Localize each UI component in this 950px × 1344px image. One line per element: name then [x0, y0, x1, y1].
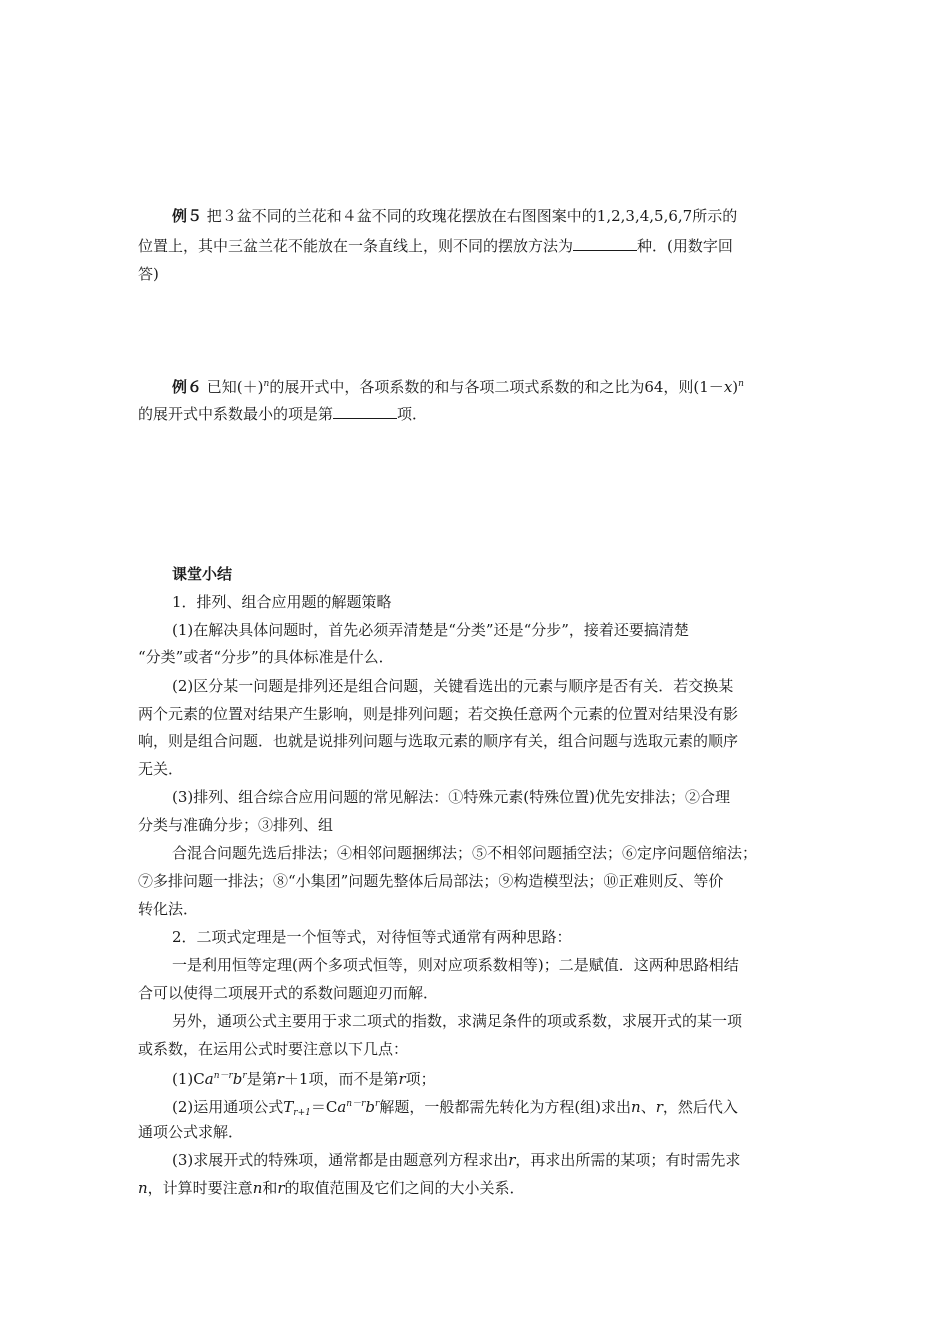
rule-3-prefix: (3)求展开式的特殊项，通常都是由题意列方程求出: [172, 1151, 509, 1169]
example-5-text-2a: 位置上，其中三盆兰花不能放在一条直线上，则不同的摆放方法为: [138, 237, 574, 255]
summary-q1-b: 合可以使得二项展开式的系数问题迎刃而解．: [138, 984, 439, 1002]
example-5-text-1: 把３盆不同的兰花和４盆不同的玫瑰花摆放在右图图案中的1,2,3,4,5,6,7所示的: [206, 207, 738, 225]
summary-p2-b: 两个元素的位置对结果产生影响，则是排列问题；若交换任意两个元素的位置对结果没有影: [138, 705, 739, 723]
example-5-line-2: [138, 236, 818, 256]
example-6-line-1: [172, 374, 852, 397]
summary-q2-b: 或系数，在运用公式时要注意以下几点：: [138, 1040, 409, 1058]
var-r-5: r: [277, 1179, 285, 1197]
example-6-line-2: [138, 404, 818, 424]
example-5-text-3: 答): [138, 265, 159, 283]
summary-p3-b: 分类与准确分步；③排列、组: [138, 816, 334, 834]
rule-1-mid: 是第: [246, 1070, 277, 1088]
summary-p3-d: ⑦多排问题一排法；⑧“小集团”问题先整体后局部法；⑨构造模型法；⑩正难则反、等价: [138, 872, 724, 890]
rule-1-post: ＋1项，而不是第: [283, 1070, 399, 1088]
var-r-3: r: [655, 1098, 663, 1116]
example-6-text-2b: 项．: [397, 405, 428, 423]
var-n-2: n: [138, 1179, 148, 1197]
example-6-text-2a: 的展开式中系数最小的项是第: [138, 405, 334, 423]
example-5-label: 例５: [172, 207, 203, 225]
rule-3b-and: 和: [262, 1179, 278, 1197]
var-a-2: a: [337, 1098, 347, 1116]
var-a: a: [204, 1070, 214, 1088]
exponent-n-2: n: [738, 379, 744, 389]
summary-p2-d: 无关．: [138, 760, 184, 778]
var-r-2: r: [398, 1070, 406, 1088]
var-n: n: [631, 1098, 641, 1116]
summary-section-2: 2．二项式定理是一个恒等式，对待恒等式通常有两种思路：: [172, 928, 572, 946]
summary-rule-3-b: [138, 1178, 818, 1198]
answer-blank-6[interactable]: [333, 404, 397, 419]
summary-section-1: 1．排列、组合应用题的解题策略: [172, 593, 392, 611]
var-T: T: [283, 1098, 294, 1116]
rule-2-comma: 、: [640, 1098, 656, 1116]
summary-p1-a: (1)在解决具体问题时，首先必须弄清楚是“分类”还是“分步”，接着还要搞清楚: [172, 621, 689, 639]
summary-p3-a: (3)排列、组合综合应用问题的常见解法：①特殊元素(特殊位置)优先安排法；②合理: [172, 788, 730, 806]
var-n-3: n: [252, 1179, 263, 1197]
example-6-text-1b: 的展开式中，各项系数的和与各项二项式系数的和之比为64，则(1－: [269, 378, 724, 396]
summary-title: 课堂小结: [172, 565, 233, 583]
answer-blank-5[interactable]: [573, 236, 637, 251]
exp-r: r: [242, 1071, 247, 1081]
rule-3b-end: 的取值范围及它们之间的大小关系．: [284, 1179, 525, 1197]
exp-r-2: r: [375, 1099, 380, 1109]
rule-1-prefix: (1)C: [172, 1070, 205, 1088]
var-b: b: [232, 1070, 243, 1088]
summary-p3-c: 合混合问题先选后排法；④相邻问题捆绑法；⑤不相邻问题插空法；⑥定序问题倍缩法；: [172, 844, 758, 862]
rule-2-eq: ＝C: [310, 1098, 338, 1116]
example-5-line-1: [172, 206, 852, 226]
example-5-text-2b: 种．(用数字回: [637, 237, 733, 255]
rule-2-end: ，然后代入: [662, 1098, 738, 1116]
variable-x: x: [723, 378, 733, 396]
rule-3-end: ，再求出所需的某项；有时需先求: [515, 1151, 741, 1169]
var-r: r: [276, 1070, 284, 1088]
summary-q1-a: 一是利用恒等定理(两个多项式恒等，则对应项系数相等)；二是赋值．这两种思路相结: [172, 956, 739, 974]
example-6-text-1c: ): [732, 378, 739, 396]
rule-3b-mid: ，计算时要注意: [147, 1179, 253, 1197]
rule-2-prefix: (2)运用通项公式: [172, 1098, 284, 1116]
summary-p2-a: (2)区分某一问题是排列还是组合问题，关键看选出的元素与顺序是否有关．若交换某: [172, 677, 734, 695]
rule-1-end: 项；: [405, 1070, 436, 1088]
exp-n-minus-r: n－r: [213, 1071, 233, 1081]
exponent-n: n: [263, 379, 270, 389]
var-b-2: b: [365, 1098, 375, 1116]
example-6-text-1a: 已知(＋): [206, 378, 264, 396]
summary-rule-2-b: 通项公式求解．: [138, 1123, 244, 1141]
summary-rule-1: [172, 1066, 852, 1089]
example-6-label: 例６: [172, 378, 203, 396]
example-5-line-3: [138, 264, 818, 284]
rule-2-mid: 解题，一般都需先转化为方程(组)求出: [379, 1098, 632, 1116]
summary-rule-3: [172, 1150, 852, 1170]
sub-r-plus-1: r+1: [293, 1108, 311, 1118]
summary-p3-e: 转化法．: [138, 900, 199, 918]
summary-q2-a: 另外，通项公式主要用于求二项式的指数，求满足条件的项或系数，求展开式的某一项: [172, 1012, 743, 1030]
exp-n-minus-r-2: n－r: [346, 1099, 366, 1109]
summary-p1-b: “分类”或者“分步”的具体标准是什么．: [138, 648, 394, 666]
summary-p2-c: 响，则是组合问题．也就是说排列问题与选取元素的顺序有关，组合问题与选取元素的顺序: [138, 732, 739, 750]
var-r-4: r: [508, 1151, 516, 1169]
summary-rule-2: [172, 1094, 852, 1123]
